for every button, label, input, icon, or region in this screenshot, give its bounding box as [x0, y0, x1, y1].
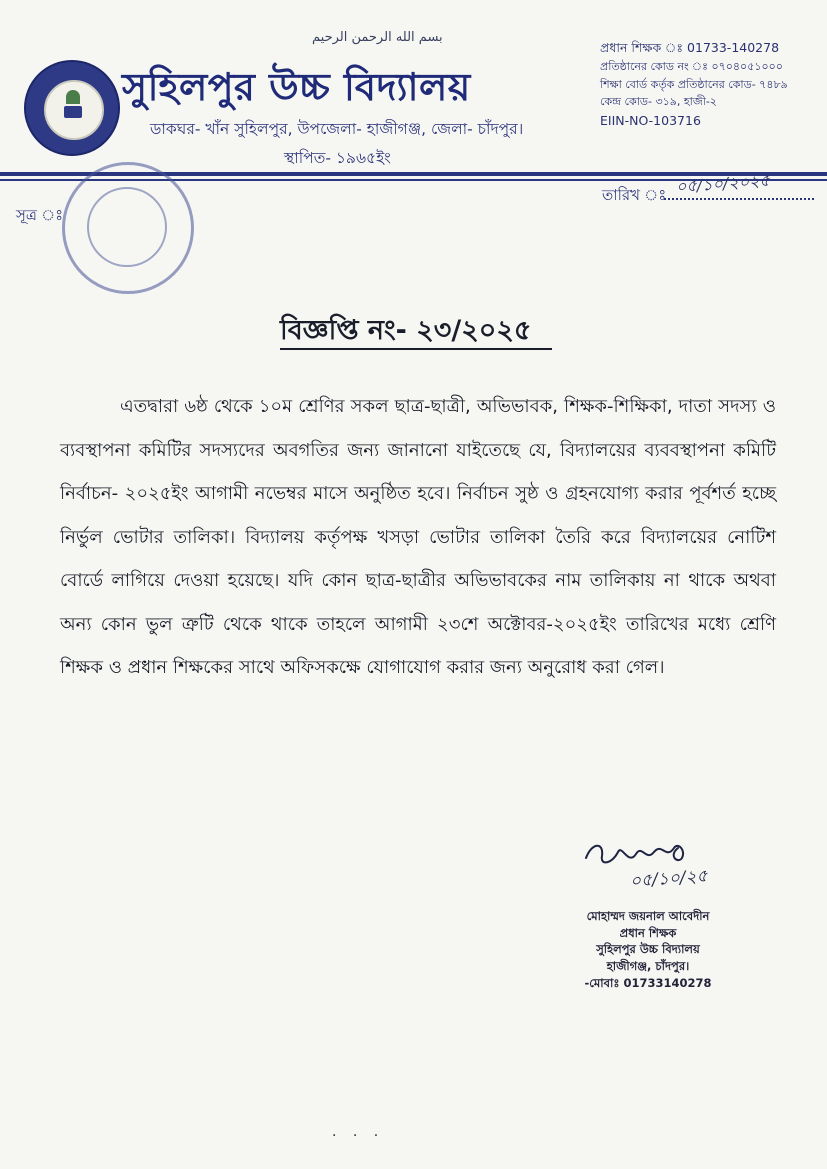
signature-date: ০৫/১০/২৫: [629, 866, 709, 892]
signatory-mobile: -মোবাঃ 01733140278: [584, 975, 712, 990]
date-label: তারিখ ঃ: [602, 186, 667, 204]
signatory-name: মোহাম্মদ জয়নাল আবেদীন: [586, 909, 710, 923]
contact-institution-code: প্রতিষ্ঠানের কোড নং ঃ ০৭০৪০৫১০০০: [600, 60, 783, 73]
logo-dome-icon: [66, 90, 80, 104]
contact-head-teacher: প্রধান শিক্ষক ঃ 01733-140278: [600, 40, 780, 55]
footer-dots: · · ·: [332, 1128, 385, 1144]
contact-eiin: EIIN-NO-103716: [600, 112, 701, 128]
notice-title-underline: [280, 348, 552, 350]
reference-label: সূত্র ঃ: [16, 206, 64, 224]
school-logo: [24, 60, 120, 156]
signatory-title: প্রধান শিক্ষক: [619, 925, 677, 940]
signatory-school: সুহিলপুর উচ্চ বিদ্যালয়: [596, 942, 700, 957]
seal-inner-ring: [87, 187, 167, 267]
established-year: স্থাপিত- ১৯৬৫ইং: [284, 149, 391, 167]
office-seal-stamp: [62, 162, 194, 294]
bismillah-calligraphy: بسم الله الرحمن الرحيم: [312, 30, 443, 45]
contact-center-code: কেন্দ্র কোড- ৩১৯, হাজী-২: [600, 95, 717, 109]
signature-block: [548, 908, 748, 991]
handwritten-date: ০৫/১০/২০২৫: [675, 170, 771, 197]
notice-title: বিজ্ঞপ্তি নং- ২৩/২০২৫: [280, 315, 532, 346]
contact-board-code: শিক্ষা বোর্ড কর্তৃক প্রতিষ্ঠানের কোড- ৭৪৮৯: [600, 77, 788, 91]
logo-book-icon: [64, 106, 82, 118]
contact-info: [600, 38, 788, 131]
school-address: ডাকঘর- খাঁন সুহিলপুর, উপজেলা- হাজীগঞ্জ, জেলা- চাঁদপুর।: [150, 120, 524, 138]
signatory-location: হাজীগঞ্জ, চাঁদপুর।: [606, 959, 690, 974]
school-name: সুহিলপুর উচ্চ বিদ্যালয়: [122, 64, 471, 109]
notice-body: এতদ্বারা ৬ষ্ঠ থেকে ১০ম শ্রেণির সকল ছাত্র-ছাত্রী, অভিভাবক, শিক্ষক-শিক্ষিকা, দাতা সদস্য ও ব্যবস্থাপনা কমিটির সদস্যদের অবগতির জন্য জানানো যাইতেছে যে, বিদ্যালয়ের ব্যববস্থাপনা কমিটি নির্বাচন- ২০২৫ইং আগামী নভেম্বর মাসে অনুষ্ঠিত হবে। নির্বাচন সুষ্ঠ ও গ্রহনযোগ্য করার পূর্বশর্ত হচ্ছে নির্ভুল ভোটার তালিকা। বিদ্যালয় কর্তৃপক্ষ খসড়া ভোটার তালিকা তৈরি করে বিদ্যালয়ের নোটিশ বোর্ডে লাগিয়ে দেওয়া হয়েছে। যদি কোন ছাত্র-ছাত্রীর অভিভাবকের নাম তালিকায় না থাকে অথবা অন্য কোন ভুল ত্রুটি থেকে থাকে তাহলে আগামী ২৩শে অক্টোবর-২০২৫ইং তারিখের মধ্যে শ্রেণি শিক্ষক ও প্রধান শিক্ষকের সাথে অফিসকক্ষে যোগাযোগ করার জন্য অনুরোধ করা গেল।: [60, 396, 776, 678]
